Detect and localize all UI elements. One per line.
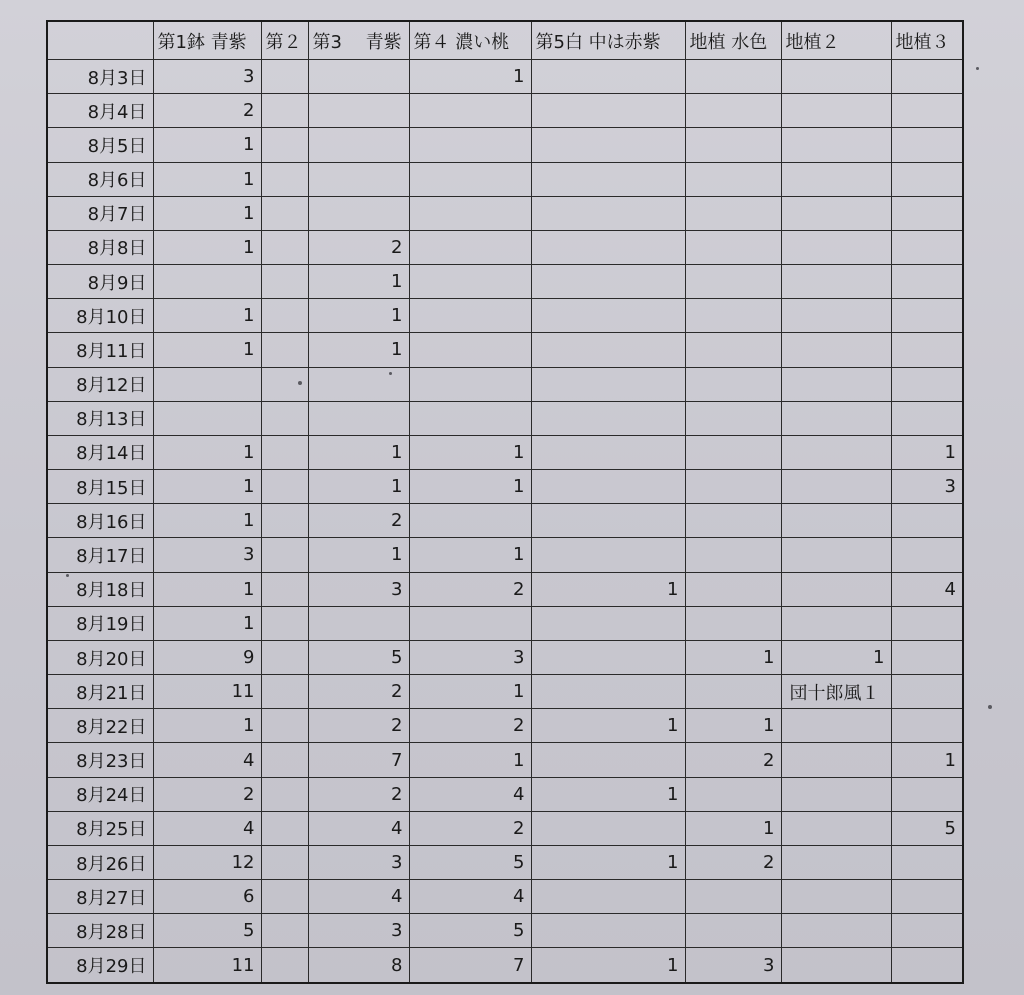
count-cell: 5 [409, 845, 531, 879]
table-row [47, 606, 963, 640]
count-cell [531, 606, 685, 640]
count-cell [261, 128, 308, 162]
count-cell [261, 948, 308, 983]
count-cell [685, 572, 781, 606]
table-row [47, 811, 963, 845]
count-cell [531, 435, 685, 469]
count-cell: 1 [153, 333, 261, 367]
count-cell [781, 265, 891, 299]
count-cell: 5 [891, 811, 963, 845]
count-cell: 1 [308, 435, 409, 469]
count-cell: 1 [685, 640, 781, 674]
count-cell [409, 401, 531, 435]
count-cell: 9 [153, 640, 261, 674]
count-cell [781, 128, 891, 162]
count-cell: 5 [153, 914, 261, 948]
count-cell [308, 60, 409, 94]
date-cell: 8月11日 [47, 333, 153, 367]
count-cell [685, 435, 781, 469]
header-cell-corner [47, 21, 153, 60]
table-row [47, 538, 963, 572]
date-cell: 8月14日 [47, 435, 153, 469]
count-cell [261, 435, 308, 469]
count-cell: 1 [531, 709, 685, 743]
count-cell [409, 333, 531, 367]
count-cell [781, 811, 891, 845]
count-cell [261, 60, 308, 94]
header-cell: 地植３ [891, 21, 963, 60]
table-row [47, 367, 963, 401]
count-cell: 1 [153, 299, 261, 333]
table-row [47, 709, 963, 743]
header-cell: 第４ 濃い桃 [409, 21, 531, 60]
count-cell [531, 504, 685, 538]
header-cell: 地植 水色 [685, 21, 781, 60]
count-cell [685, 196, 781, 230]
count-cell: 2 [153, 777, 261, 811]
count-cell [531, 470, 685, 504]
count-cell: 1 [685, 811, 781, 845]
count-cell [261, 504, 308, 538]
count-cell [685, 777, 781, 811]
count-cell: 1 [891, 435, 963, 469]
count-cell: 5 [308, 640, 409, 674]
count-cell [531, 196, 685, 230]
date-cell: 8月12日 [47, 367, 153, 401]
date-cell: 8月8日 [47, 230, 153, 264]
count-cell [781, 435, 891, 469]
count-cell [781, 230, 891, 264]
count-cell [409, 265, 531, 299]
date-cell: 8月7日 [47, 196, 153, 230]
date-cell: 8月6日 [47, 162, 153, 196]
count-cell [685, 606, 781, 640]
count-cell [685, 367, 781, 401]
count-cell [531, 640, 685, 674]
count-cell [531, 367, 685, 401]
table-row [47, 265, 963, 299]
count-cell: 4 [409, 777, 531, 811]
date-cell: 8月16日 [47, 504, 153, 538]
table-row [47, 948, 963, 983]
count-cell [531, 94, 685, 128]
count-cell [261, 675, 308, 709]
date-cell: 8月21日 [47, 675, 153, 709]
count-cell: 1 [153, 470, 261, 504]
date-cell: 8月4日 [47, 94, 153, 128]
date-cell: 8月18日 [47, 572, 153, 606]
table-body [47, 60, 963, 984]
count-cell: 1 [153, 128, 261, 162]
count-cell [261, 94, 308, 128]
count-cell [891, 504, 963, 538]
count-cell [261, 606, 308, 640]
count-cell: 4 [308, 811, 409, 845]
count-cell [685, 538, 781, 572]
count-cell [308, 94, 409, 128]
date-cell: 8月23日 [47, 743, 153, 777]
date-cell: 8月3日 [47, 60, 153, 94]
count-cell [308, 606, 409, 640]
count-cell: 1 [409, 743, 531, 777]
count-cell [685, 914, 781, 948]
table-row [47, 914, 963, 948]
count-cell [685, 333, 781, 367]
count-cell [685, 94, 781, 128]
table-row [47, 299, 963, 333]
count-cell: 3 [685, 948, 781, 983]
count-cell [781, 94, 891, 128]
count-cell [409, 94, 531, 128]
table-row [47, 435, 963, 469]
count-cell [891, 777, 963, 811]
table-row [47, 94, 963, 128]
date-cell: 8月19日 [47, 606, 153, 640]
count-cell [261, 196, 308, 230]
header-row [47, 21, 963, 60]
count-cell: 3 [409, 640, 531, 674]
count-cell [891, 128, 963, 162]
date-cell: 8月22日 [47, 709, 153, 743]
count-cell [261, 538, 308, 572]
count-cell [261, 743, 308, 777]
count-cell [781, 333, 891, 367]
count-cell [891, 230, 963, 264]
count-cell [261, 811, 308, 845]
table-row [47, 675, 963, 709]
count-cell [891, 675, 963, 709]
date-cell: 8月29日 [47, 948, 153, 983]
table-row [47, 230, 963, 264]
count-cell: 4 [308, 880, 409, 914]
count-cell [781, 504, 891, 538]
count-cell [409, 367, 531, 401]
count-cell [531, 675, 685, 709]
count-cell [685, 470, 781, 504]
count-cell: 1 [409, 538, 531, 572]
count-cell [781, 606, 891, 640]
count-cell [409, 196, 531, 230]
date-cell: 8月13日 [47, 401, 153, 435]
count-cell [781, 162, 891, 196]
speck [988, 705, 992, 709]
count-cell [308, 367, 409, 401]
count-cell: 1 [308, 470, 409, 504]
count-cell [409, 230, 531, 264]
table-row [47, 470, 963, 504]
date-cell: 8月17日 [47, 538, 153, 572]
count-cell: 1 [409, 60, 531, 94]
count-cell: 2 [308, 675, 409, 709]
count-cell [409, 606, 531, 640]
count-cell: 1 [153, 162, 261, 196]
count-cell: 1 [153, 504, 261, 538]
count-cell [409, 128, 531, 162]
count-cell: 1 [531, 948, 685, 983]
count-cell: 7 [409, 948, 531, 983]
header-cell: 第5白 中は赤紫 [531, 21, 685, 60]
count-cell [891, 709, 963, 743]
count-cell [685, 504, 781, 538]
count-cell [153, 367, 261, 401]
count-cell: 1 [781, 640, 891, 674]
count-cell [531, 333, 685, 367]
count-cell: 6 [153, 880, 261, 914]
count-cell [891, 401, 963, 435]
count-cell [781, 538, 891, 572]
count-cell [891, 162, 963, 196]
count-cell [685, 162, 781, 196]
count-cell [781, 709, 891, 743]
count-cell [781, 196, 891, 230]
count-cell [781, 914, 891, 948]
count-cell: 1 [308, 538, 409, 572]
header-cell: 地植２ [781, 21, 891, 60]
count-cell: 2 [308, 709, 409, 743]
count-cell [261, 709, 308, 743]
bloom-count-table [46, 20, 964, 984]
count-cell: 2 [308, 777, 409, 811]
count-cell: 8 [308, 948, 409, 983]
count-cell: 1 [531, 572, 685, 606]
count-cell [685, 401, 781, 435]
count-cell [891, 948, 963, 983]
count-cell: 4 [153, 743, 261, 777]
count-cell [891, 60, 963, 94]
date-cell: 8月26日 [47, 845, 153, 879]
count-cell [261, 640, 308, 674]
count-cell: 1 [153, 709, 261, 743]
count-cell: 7 [308, 743, 409, 777]
count-cell: 3 [308, 572, 409, 606]
count-cell: 3 [891, 470, 963, 504]
count-cell: 1 [308, 299, 409, 333]
count-cell [685, 128, 781, 162]
count-cell [685, 60, 781, 94]
count-cell [685, 675, 781, 709]
count-cell [891, 367, 963, 401]
count-cell [531, 811, 685, 845]
count-cell [308, 128, 409, 162]
count-cell [891, 880, 963, 914]
count-cell [531, 265, 685, 299]
count-cell: 2 [685, 845, 781, 879]
count-cell [781, 948, 891, 983]
date-cell: 8月9日 [47, 265, 153, 299]
count-cell: 1 [153, 435, 261, 469]
count-cell [308, 196, 409, 230]
date-cell: 8月15日 [47, 470, 153, 504]
header-cell: 第1鉢 青紫 [153, 21, 261, 60]
count-cell [531, 230, 685, 264]
count-cell [891, 606, 963, 640]
count-cell [781, 299, 891, 333]
header-cell: 第3 青紫 [308, 21, 409, 60]
count-cell [261, 880, 308, 914]
count-cell [308, 401, 409, 435]
count-cell [891, 94, 963, 128]
count-cell [153, 265, 261, 299]
count-cell [891, 845, 963, 879]
count-cell: 2 [409, 572, 531, 606]
date-cell: 8月10日 [47, 299, 153, 333]
count-cell [261, 572, 308, 606]
count-cell [781, 367, 891, 401]
count-cell [891, 914, 963, 948]
count-cell: 1 [891, 743, 963, 777]
count-cell [531, 538, 685, 572]
count-cell [891, 299, 963, 333]
count-cell: 1 [308, 265, 409, 299]
count-cell [409, 504, 531, 538]
count-cell: 12 [153, 845, 261, 879]
table-row [47, 504, 963, 538]
count-cell: 1 [531, 777, 685, 811]
table-row [47, 162, 963, 196]
count-cell [308, 162, 409, 196]
count-cell: 1 [153, 572, 261, 606]
count-cell [685, 880, 781, 914]
count-cell: 11 [153, 675, 261, 709]
count-cell [781, 470, 891, 504]
date-cell: 8月27日 [47, 880, 153, 914]
count-cell [261, 845, 308, 879]
count-cell [891, 196, 963, 230]
count-cell [153, 401, 261, 435]
date-cell: 8月28日 [47, 914, 153, 948]
count-cell: 1 [153, 606, 261, 640]
count-cell: 1 [153, 196, 261, 230]
count-cell: 1 [308, 333, 409, 367]
count-cell [409, 162, 531, 196]
count-cell: 2 [685, 743, 781, 777]
count-cell [409, 299, 531, 333]
table-row [47, 640, 963, 674]
table-row [47, 743, 963, 777]
count-cell: 11 [153, 948, 261, 983]
table-row [47, 60, 963, 94]
count-cell [685, 299, 781, 333]
count-cell [781, 572, 891, 606]
count-cell: 4 [409, 880, 531, 914]
table-row [47, 333, 963, 367]
count-cell [531, 299, 685, 333]
table-row [47, 880, 963, 914]
count-cell [261, 914, 308, 948]
count-cell: 2 [409, 709, 531, 743]
count-cell: 1 [409, 675, 531, 709]
count-cell: 1 [409, 470, 531, 504]
count-cell [531, 60, 685, 94]
count-cell: 2 [308, 230, 409, 264]
table-row [47, 401, 963, 435]
count-cell: 2 [153, 94, 261, 128]
table-row [47, 845, 963, 879]
count-cell [531, 162, 685, 196]
table-row [47, 128, 963, 162]
date-cell: 8月24日 [47, 777, 153, 811]
table-row [47, 777, 963, 811]
count-cell: 5 [409, 914, 531, 948]
count-cell [781, 60, 891, 94]
count-cell [531, 743, 685, 777]
count-cell: 1 [409, 435, 531, 469]
count-cell: 1 [153, 230, 261, 264]
date-cell: 8月25日 [47, 811, 153, 845]
count-cell [685, 265, 781, 299]
count-cell [891, 640, 963, 674]
header-cell: 第２ [261, 21, 308, 60]
count-cell: 団十郎風１ [781, 675, 891, 709]
count-cell [261, 162, 308, 196]
date-cell: 8月5日 [47, 128, 153, 162]
count-cell: 4 [153, 811, 261, 845]
count-cell [261, 367, 308, 401]
count-cell [261, 470, 308, 504]
count-cell: 1 [685, 709, 781, 743]
count-cell: 3 [308, 845, 409, 879]
count-cell [891, 333, 963, 367]
table-row [47, 196, 963, 230]
count-cell [781, 743, 891, 777]
count-cell: 1 [531, 845, 685, 879]
count-cell [891, 538, 963, 572]
count-cell [891, 265, 963, 299]
date-cell: 8月20日 [47, 640, 153, 674]
count-cell [261, 401, 308, 435]
count-cell: 2 [308, 504, 409, 538]
count-cell [261, 265, 308, 299]
count-cell [531, 880, 685, 914]
count-cell [261, 333, 308, 367]
count-cell [531, 128, 685, 162]
count-cell [685, 230, 781, 264]
count-cell [781, 777, 891, 811]
count-cell: 4 [891, 572, 963, 606]
count-cell [781, 845, 891, 879]
count-cell: 2 [409, 811, 531, 845]
speck [976, 67, 979, 70]
count-cell [781, 880, 891, 914]
count-cell: 3 [153, 60, 261, 94]
count-cell: 3 [308, 914, 409, 948]
table-row [47, 572, 963, 606]
count-cell [531, 914, 685, 948]
count-cell [781, 401, 891, 435]
count-cell: 3 [153, 538, 261, 572]
count-cell [261, 230, 308, 264]
count-cell [531, 401, 685, 435]
count-cell [261, 299, 308, 333]
count-cell [261, 777, 308, 811]
